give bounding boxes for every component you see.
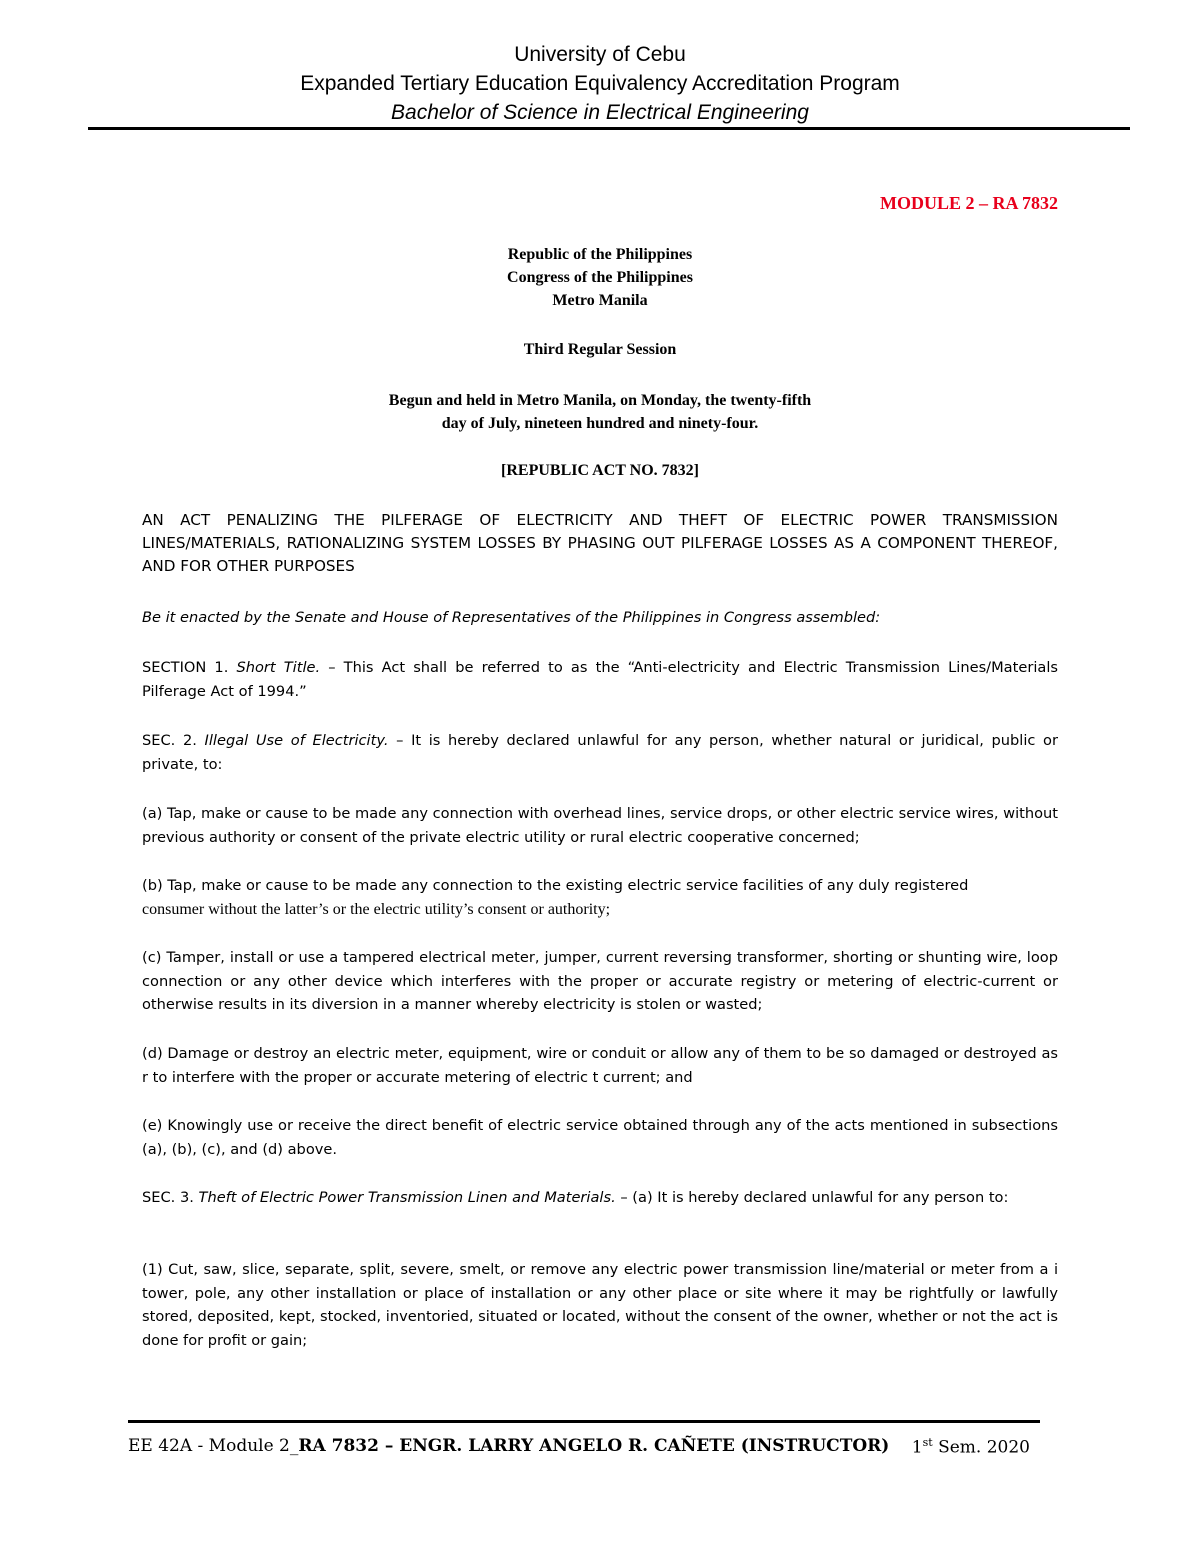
- footer-semester: [912, 1436, 1030, 1458]
- section-1-label: SECTION 1.: [142, 659, 229, 676]
- act-title: AN ACT PENALIZING THE PILFERAGE OF ELECTRICITY AND THEFT OF ELECTRIC POWER TRANSMISSION LINES/MATERIALS, RATIONALIZING SYSTEM LOSSES BY PHASING OUT PILFERAGE LOSSES AS A COMPONENT THEREOF, AND FOR OTHER PURPOSES: [142, 511, 1058, 575]
- section-3-item-1: (1) Cut, saw, slice, separate, split, severe, smelt, or remove any electric power transmission line/material or meter from a i tower, pole, any other installation or place of installation or any other place or site where it may be rightfully or lawfully stored, deposited, kept, stocked, inventoried, situated or located, without the consent of the owner, whether or not the act is done for profit or gain;: [142, 1261, 1058, 1349]
- section-2-item-b-line-2: consumer without the latter’s or the electric utility’s consent or authority;: [142, 900, 611, 918]
- header-divider: [88, 127, 1130, 130]
- document-header: [0, 40, 1200, 127]
- footer-sem-suffix: st: [922, 1436, 933, 1449]
- footer-course: EE 42A - Module 2_: [128, 1436, 299, 1456]
- section-2-item-d: (d) Damage or destroy an electric meter, equipment, wire or conduit or allow any of them to be so damaged or destroyed as r to interfere with the proper or accurate metering of electric t current; and: [142, 1045, 1058, 1086]
- section-2-item-a: (a) Tap, make or cause to be made any connection with overhead lines, service drops, or other electric service wires, without previous authority or consent of the private electric utility or rural electric cooperative concerned;: [142, 805, 1058, 846]
- footer-sem-number: 1: [911, 1437, 923, 1458]
- preamble-block: [0, 243, 1200, 312]
- begun-line-1: Begun and held in Metro Manila, on Monday, the twenty-fifth: [388, 392, 812, 409]
- program-name: Expanded Tertiary Education Equivalency Accreditation Program: [300, 72, 900, 95]
- act-number: [REPUBLIC ACT NO. 7832]: [501, 462, 699, 479]
- section-2-item-b: [142, 874, 1058, 921]
- section-2-item-c: (c) Tamper, install or use a tampered electrical meter, jumper, current reversing transformer, shorting or shunting wire, loop connection or any other device which interferes with the proper or accurate registry or metering of electric-current or otherwise results in its diversion in a manner whereby electricity is stolen or wasted;: [142, 949, 1058, 1013]
- section-2-item-b-line-1: (b) Tap, make or cause to be made any connection to the existing electric service facilities of any duly registered: [142, 877, 969, 894]
- preamble-line-1: Republic of the Philippines: [507, 246, 693, 263]
- university-name: University of Cebu: [514, 43, 686, 66]
- section-1-heading: Short Title.: [236, 659, 321, 676]
- section-1: [142, 656, 1058, 703]
- section-2-label: SEC. 2.: [142, 732, 197, 749]
- session-line: Third Regular Session: [523, 341, 677, 358]
- section-2-text: – It is hereby declared unlawful for any person, whether natural or juridical, public or private, to:: [142, 732, 1058, 773]
- enacting-clause: Be it enacted by the Senate and House of Representatives of the Philippines in Congress assembled:: [142, 609, 881, 626]
- begun-block: [0, 389, 1200, 435]
- footer-divider: [128, 1420, 1040, 1423]
- module-tag: MODULE 2 – RA 7832: [879, 193, 1058, 213]
- footer-sem-rest: Sem. 2020: [932, 1437, 1030, 1458]
- section-2-heading: Illegal Use of Electricity.: [204, 732, 389, 749]
- page-footer: [128, 1436, 1040, 1456]
- begun-line-2: day of July, nineteen hundred and ninety-four.: [441, 415, 759, 432]
- section-3-label: SEC. 3.: [142, 1189, 194, 1206]
- preamble-line-2: Congress of the Philippines: [507, 269, 693, 286]
- section-3-heading: Theft of Electric Power Transmission Linen and Materials.: [198, 1189, 616, 1206]
- section-3-text: – (a) It is hereby declared unlawful for any person to:: [615, 1189, 1009, 1206]
- section-2-item-e: (e) Knowingly use or receive the direct benefit of electric service obtained through any of the acts mentioned in subsections (a), (b), (c), and (d) above.: [142, 1117, 1058, 1158]
- preamble-line-3: Metro Manila: [552, 292, 648, 309]
- section-2: [142, 729, 1058, 776]
- section-1-text: – This Act shall be referred to as the “Anti-electricity and Electric Transmission Lines/Materials Pilferage Act of 1994.”: [142, 659, 1058, 700]
- degree-name: Bachelor of Science in Electrical Engineering: [391, 101, 809, 124]
- footer-instructor: RA 7832 – ENGR. LARRY ANGELO R. CAÑETE (INSTRUCTOR): [298, 1436, 890, 1456]
- section-3: [142, 1186, 1058, 1210]
